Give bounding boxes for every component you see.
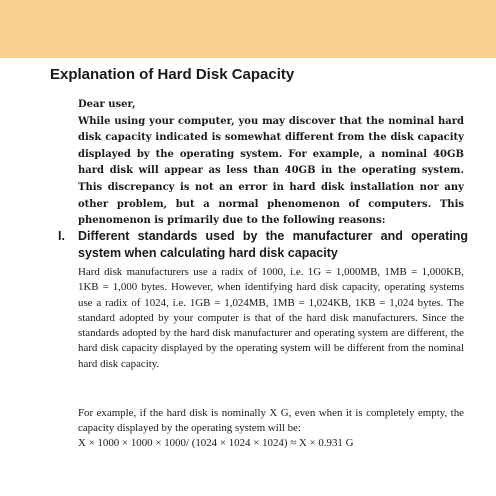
section-paragraph-1 xyxy=(78,265,464,372)
section-title: Different standards used by the manufacturer and operating system when calculating hard disk capacity xyxy=(78,229,468,260)
intro-paragraph: While using your computer, you may discover that the nominal hard disk capacity indicated is somewhat different from the disk capacity displayed by the operating system. For example, a nominal 40GB hard disk will appear as less than 40GB in the operating system. This discrepancy is not an error in hard disk installation nor any other problem, but a normal phenomenon of computers. This phenomenon is primarily due to the following reasons: xyxy=(78,115,464,227)
paragraph-text: Hard disk manufacturers use a radix of 1000, i.e. 1G = 1,000MB, 1MB = 1,000KB, 1KB = 1,000 bytes. However, when identifying hard disk capacity, operating systems use a radix of 1024, i.e. 1GB = 1,024MB, 1MB = 1,024KB, 1KB = 1,024 bytes. The standard adopted by your computer is that of the hard disk manufacturers. Since the standards adopted by the hard disk manufacturer and operating system are different, the hard disk capacity displayed by the operating system will be different from the nominal hard disk capacity. xyxy=(78,266,464,370)
section-number: I. xyxy=(58,229,65,243)
page-title: Explanation of Hard Disk Capacity xyxy=(50,66,295,83)
paragraph-text: For example, if the hard disk is nominally X G, even when it is completely empty, the capacity displayed by the operating system will be: xyxy=(78,407,464,435)
header-band xyxy=(0,0,496,58)
greeting: Dear user, xyxy=(78,99,136,110)
section-paragraph-2 xyxy=(78,406,464,437)
capacity-formula: X × 1000 × 1000 × 1000/ (1024 × 1024 × 1024) ≈ X × 0.931 G xyxy=(78,437,354,449)
section-heading xyxy=(58,228,468,262)
intro-block xyxy=(78,97,464,230)
